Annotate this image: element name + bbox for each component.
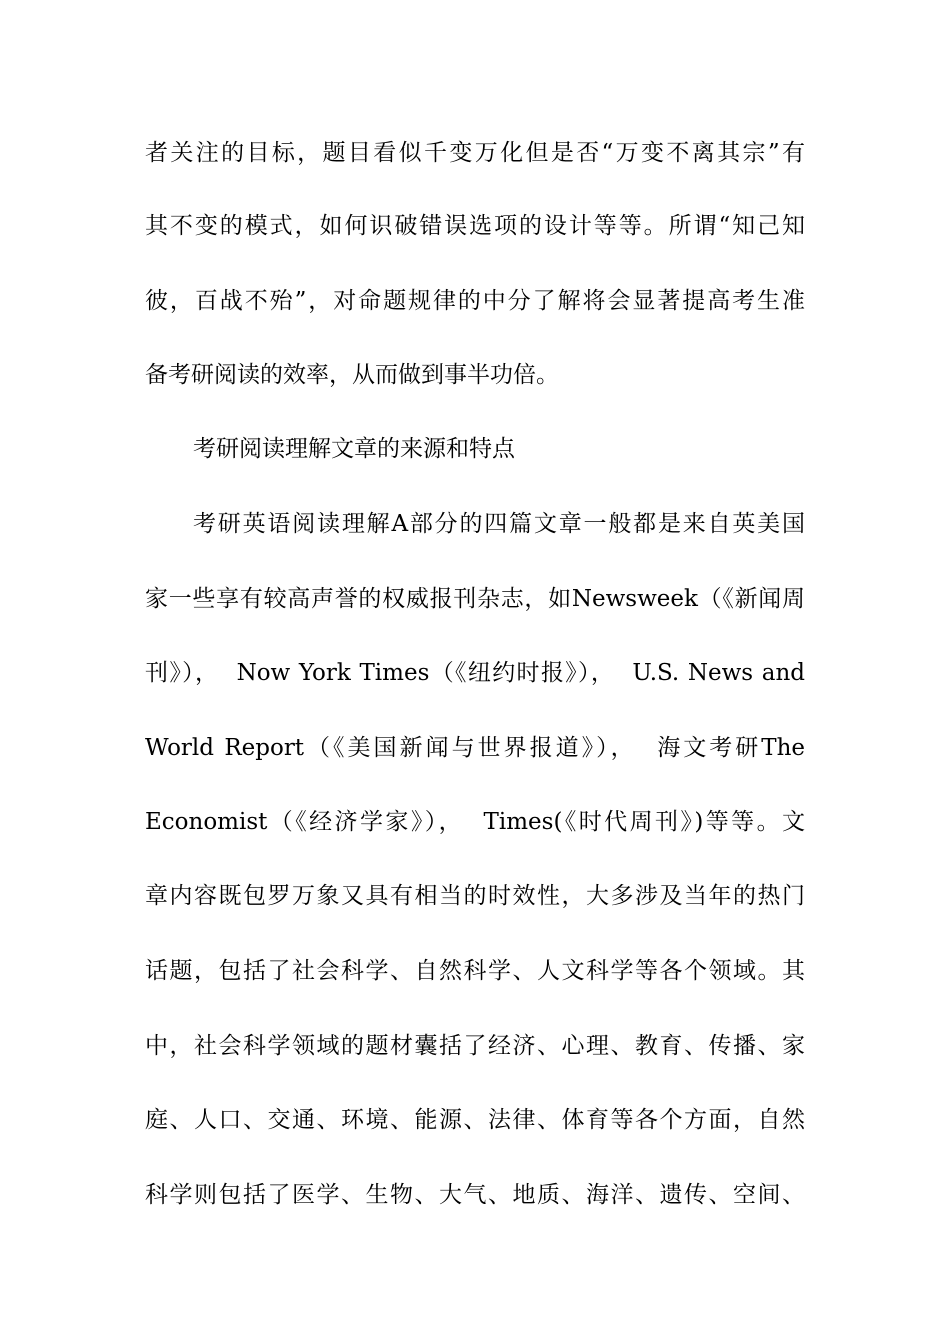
paragraph-line: 刊》）， Now York Times（《纽约时报》）， U.S. News and	[145, 660, 805, 686]
paragraph-line: 其不变的模式，如何识破错误选项的设计等等。所谓“知己知	[145, 213, 805, 239]
paragraph-line: 彼，百战不殆”，对命题规律的中分了解将会显著提高考生准	[145, 288, 805, 314]
paragraph-line: 章内容既包罗万象又具有相当的时效性，大多涉及当年的热门	[145, 883, 805, 909]
paragraph-line: World Report（《美国新闻与世界报道》）， 海文考研The	[145, 735, 805, 761]
paragraph-line: Economist（《经济学家》）， Times(《时代周刊》)等等。文	[145, 809, 805, 835]
paragraph-line: 者关注的目标，题目看似千变万化但是否“万变不离其宗”有	[145, 140, 805, 166]
paragraph-line: 考研英语阅读理解A部分的四篇文章一般都是来自英美国	[193, 511, 805, 537]
section-heading: 考研阅读理解文章的来源和特点	[193, 436, 515, 462]
paragraph-line: 家一些享有较高声誉的权威报刊杂志，如Newsweek（《新闻周	[145, 586, 805, 612]
paragraph-line: 中，社会科学领域的题材囊括了经济、心理、教育、传播、家	[145, 1033, 805, 1059]
paragraph-line: 科学则包括了医学、生物、大气、地质、海洋、遗传、空间、	[145, 1182, 805, 1208]
paragraph-line: 备考研阅读的效率，从而做到事半功倍。	[145, 362, 559, 388]
paragraph-line: 庭、人口、交通、环境、能源、法律、体育等各个方面，自然	[145, 1107, 805, 1133]
paragraph-line: 话题，包括了社会科学、自然科学、人文科学等各个领域。其	[145, 958, 805, 984]
